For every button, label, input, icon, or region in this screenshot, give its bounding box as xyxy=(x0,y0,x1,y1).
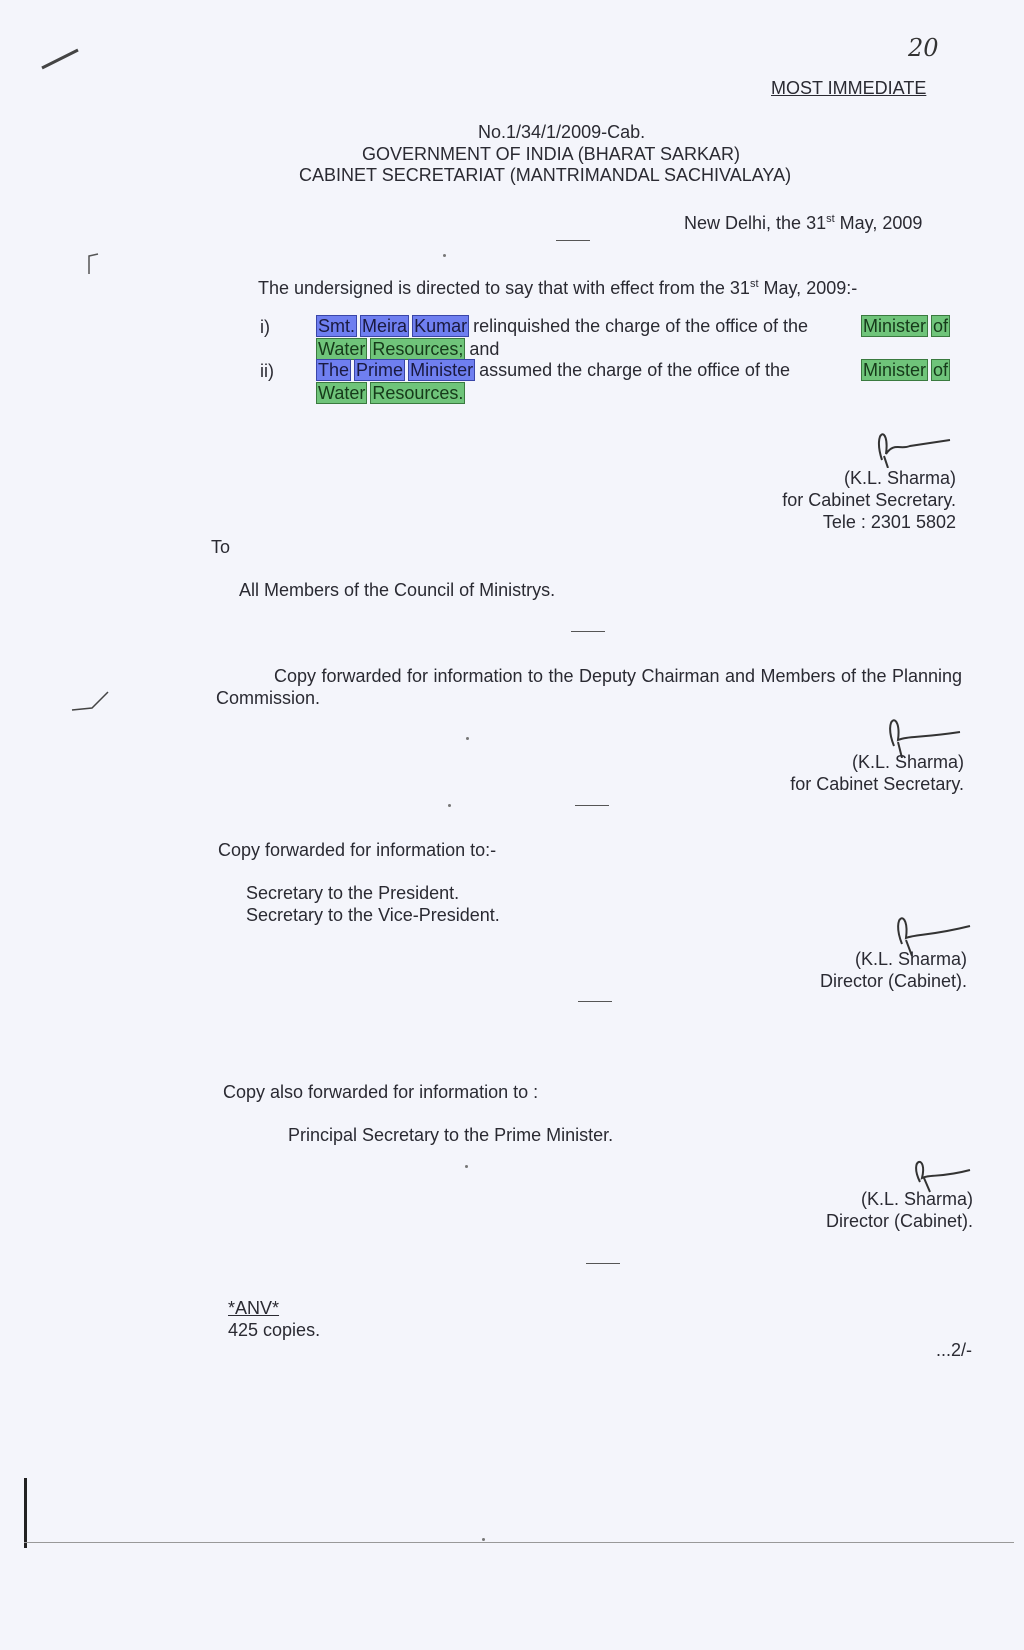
scan-speck xyxy=(466,737,469,740)
recipients: All Members of the Council of Ministrys. xyxy=(239,580,556,600)
list-item: The Prime Minister assumed the charge of the office of the Minister of Water Resources. xyxy=(318,360,948,403)
continuation-marker: ...2/- xyxy=(935,1340,972,1360)
date-line: New Delhi, the 31st May, 2009 xyxy=(684,213,923,233)
separator xyxy=(575,805,609,806)
signatory-title: for Cabinet Secretary. xyxy=(790,774,964,794)
anv-marker: *ANV* xyxy=(228,1298,280,1318)
copy-label: Copy forwarded for information to:- xyxy=(218,840,497,860)
copies-count: 425 copies. xyxy=(228,1320,321,1340)
list-item: Smt. Meira Kumar relinquished the charge of the office of the Minister of Water Resources; and xyxy=(318,316,948,359)
pen-mark xyxy=(86,252,100,276)
priority-label: MOST IMMEDIATE xyxy=(771,78,927,98)
intro-paragraph: The undersigned is directed to say that with effect from the 31st May, 2009:- xyxy=(258,278,858,298)
pen-mark xyxy=(70,688,110,718)
signatory-name: (K.L. Sharma) xyxy=(860,1189,973,1209)
separator xyxy=(556,240,590,241)
page-bottom-line xyxy=(24,1542,1014,1543)
edge-mark xyxy=(24,1478,27,1548)
separator xyxy=(578,1001,612,1002)
secretariat-heading: CABINET SECRETARIAT (MANTRIMANDAL SACHIVALAYA) xyxy=(299,165,792,185)
signatory-title: Director (Cabinet). xyxy=(825,1211,973,1231)
signatory-title: Director (Cabinet). xyxy=(819,971,967,991)
scan-speck xyxy=(448,804,451,807)
signatory-name: (K.L. Sharma) xyxy=(851,752,964,772)
government-heading: GOVERNMENT OF INDIA (BHARAT SARKAR) xyxy=(362,144,741,164)
separator xyxy=(571,631,605,632)
item-marker: i) xyxy=(260,317,270,337)
scan-speck xyxy=(443,254,446,257)
scan-speck xyxy=(465,1165,468,1168)
separator xyxy=(586,1263,620,1264)
pen-mark xyxy=(38,44,88,74)
copy-recipient: Secretary to the President. xyxy=(246,883,460,903)
signatory-name: (K.L. Sharma) xyxy=(854,949,967,969)
scan-speck xyxy=(482,1538,485,1541)
copy-recipient: Principal Secretary to the Prime Minister. xyxy=(288,1125,614,1145)
to-label: To xyxy=(211,537,231,557)
telephone-number: Tele : 2301 5802 xyxy=(822,512,956,532)
signatory-name: (K.L. Sharma) xyxy=(843,468,956,488)
copy-label: Copy also forwarded for information to : xyxy=(223,1082,539,1102)
handwritten-page-number: 20 xyxy=(908,34,939,62)
copy-paragraph: Copy forwarded for information to the Deputy Chairman and Members of the Planning Commission. xyxy=(216,666,962,708)
reference-number: No.1/34/1/2009-Cab. xyxy=(478,122,646,142)
signature xyxy=(870,420,960,468)
copy-recipient: Secretary to the Vice-President. xyxy=(246,905,500,925)
item-marker: ii) xyxy=(260,361,274,381)
signatory-title: for Cabinet Secretary. xyxy=(782,490,956,510)
